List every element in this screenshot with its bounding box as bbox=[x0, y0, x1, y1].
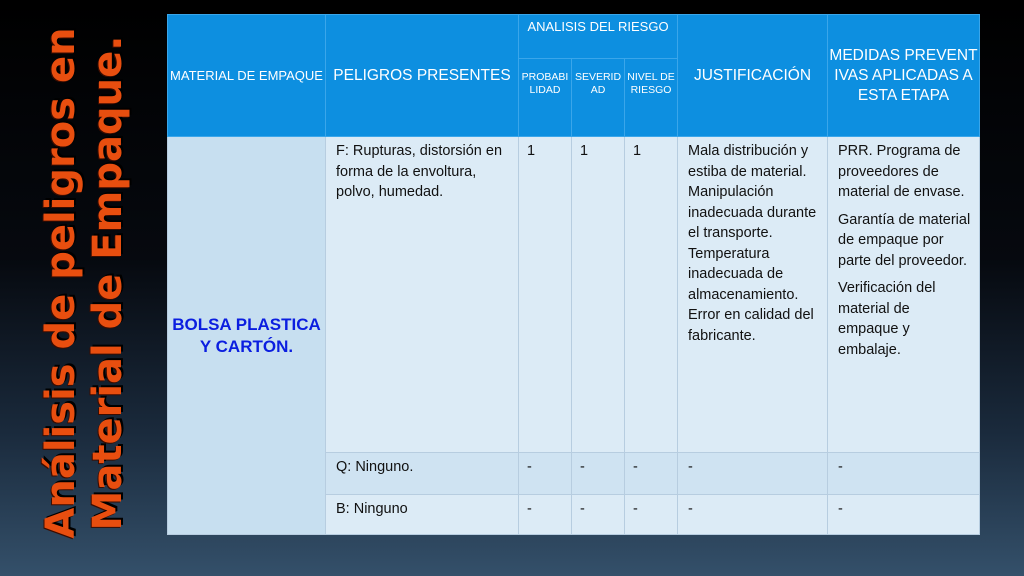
medida-item: Garantía de material de empaque por parte del proveedor. bbox=[838, 211, 971, 269]
medida-item: Verificación del material de empaque y embalaje. bbox=[838, 280, 936, 358]
header-probabilidad: PROBABILIDAD bbox=[519, 59, 572, 137]
header-justificacion: JUSTIFICACIÓN bbox=[678, 15, 828, 137]
material-cell bbox=[168, 137, 326, 535]
header-peligros: PELIGROS PRESENTES bbox=[326, 15, 519, 137]
peligro-cell: Q: Ninguno. bbox=[326, 453, 519, 495]
medidas-cell bbox=[828, 137, 980, 453]
medidas-cell: - bbox=[828, 453, 980, 495]
header-analisis-riesgo: ANALISIS DEL RIESGO bbox=[519, 15, 678, 59]
header-material: MATERIAL DE EMPAQUE bbox=[168, 15, 326, 137]
slide-title-line-1: Análisis de peligros en bbox=[38, 27, 84, 539]
peligro-cell: B: Ninguno bbox=[326, 495, 519, 535]
header-nivel-riesgo: NIVEL DE RIESGO bbox=[625, 59, 678, 137]
justificacion-cell: - bbox=[678, 453, 828, 495]
nivel-cell: 1 bbox=[625, 137, 678, 453]
slide-title-line-2: Material de Empaque. bbox=[85, 35, 131, 531]
table-row bbox=[168, 137, 980, 453]
justificacion-cell: Mala distribución y estiba de material. Manipulación inadecuada durante el transporte. Temperatura inadecuada de almacenamiento. Error en calidad del fabricante. bbox=[678, 137, 828, 453]
hazard-analysis-table bbox=[167, 14, 980, 535]
peligro-cell: F: Rupturas, distorsión en forma de la envoltura, polvo, humedad. bbox=[326, 137, 519, 453]
medida-item: PRR. Programa de proveedores de material de envase. bbox=[838, 143, 965, 200]
header-medidas: MEDIDAS PREVENTIVAS APLICADAS A ESTA ETAPA bbox=[828, 15, 980, 137]
material-name: BOLSA PLASTICA Y CARTÓN. bbox=[172, 314, 321, 356]
slide-title bbox=[0, 0, 170, 576]
header-severidad: SEVERIDAD bbox=[572, 59, 625, 137]
probabilidad-cell: - bbox=[519, 453, 572, 495]
probabilidad-cell: 1 bbox=[519, 137, 572, 453]
probabilidad-cell: - bbox=[519, 495, 572, 535]
severidad-cell: - bbox=[572, 495, 625, 535]
justificacion-cell: - bbox=[678, 495, 828, 535]
nivel-cell: - bbox=[625, 495, 678, 535]
medidas-cell: - bbox=[828, 495, 980, 535]
nivel-cell: - bbox=[625, 453, 678, 495]
severidad-cell: 1 bbox=[572, 137, 625, 453]
severidad-cell: - bbox=[572, 453, 625, 495]
